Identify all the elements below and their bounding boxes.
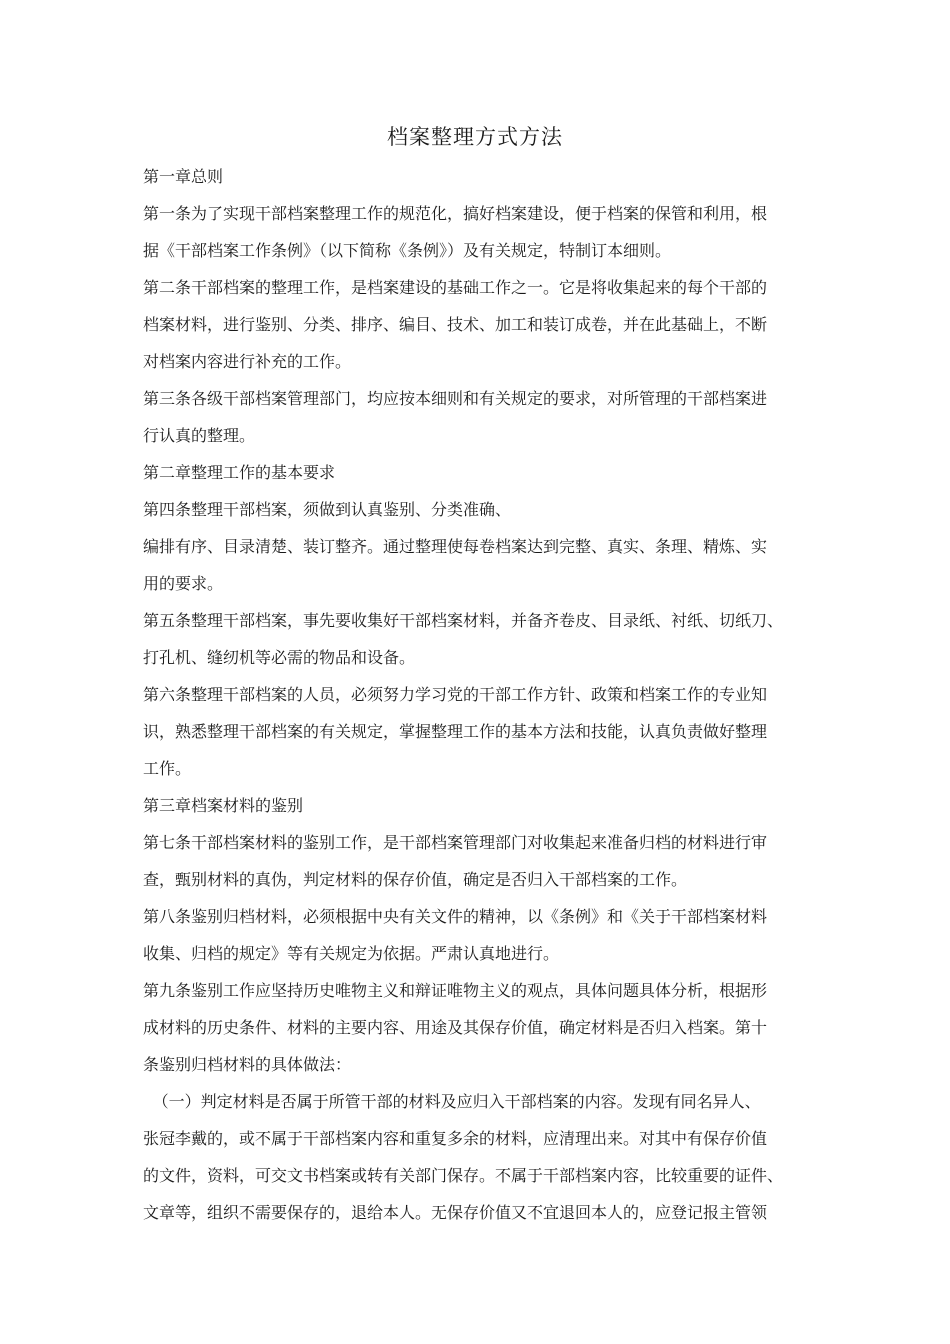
text-line: 工作。 [143,759,192,778]
text-line: 第五条整理干部档案，事先要收集好干部档案材料，并备齐卷皮、目录纸、衬纸、切纸刀、 [143,611,784,630]
text-line: 张冠李戴的，或不属于干部档案内容和重复多余的材料，应清理出来。对其中有保存价值 [143,1129,768,1148]
text-line: 据《干部档案工作条例》（以下简称《条例》）及有关规定，特制订本细则。 [143,241,672,260]
text-line: （一）判定材料是否属于所管干部的材料及应归入干部档案的内容。发现有同名异人、 [152,1092,761,1111]
text-line: 收集、归档的规定》等有关规定为依据。严肃认真地进行。 [143,944,560,963]
text-line: 第二条干部档案的整理工作，是档案建设的基础工作之一。它是将收集起来的每个干部的 [143,278,768,297]
chapter-heading: 第一章总则 [143,167,224,186]
text-line: 识，熟悉整理干部档案的有关规定，掌握整理工作的基本方法和技能，认真负责做好整理 [143,722,768,741]
text-line: 行认真的整理。 [143,426,256,445]
text-line: 档案材料，进行鉴别、分类、排序、编目、技术、加工和装订成卷，并在此基础上，不断 [143,315,768,334]
text-line: 第七条干部档案材料的鉴别工作，是干部档案管理部门对收集起来准备归档的材料进行审 [143,833,768,852]
chapter-heading: 第二章整理工作的基本要求 [143,463,336,482]
text-line: 打孔机、缝纫机等必需的物品和设备。 [143,648,416,667]
document-title: 档案整理方式方法 [387,125,563,149]
text-line: 第三条各级干部档案管理部门，均应按本细则和有关规定的要求，对所管理的干部档案进 [143,389,768,408]
text-line: 第九条鉴别工作应坚持历史唯物主义和辩证唯物主义的观点，具体问题具体分析，根据形 [143,981,768,1000]
chapter-heading: 第三章档案材料的鉴别 [143,796,304,815]
text-line: 查，甄别材料的真伪，判定材料的保存价值，确定是否归入干部档案的工作。 [143,870,688,889]
text-line: 成材料的历史条件、材料的主要内容、用途及其保存价值，确定材料是否归入档案。第十 [143,1018,768,1037]
text-line: 第六条整理干部档案的人员，必须努力学习党的干部工作方针、政策和档案工作的专业知 [143,685,768,704]
text-line: 第八条鉴别归档材料，必须根据中央有关文件的精神，以《条例》和《关于干部档案材料 [143,907,768,926]
text-line: 文章等，组织不需要保存的，退给本人。无保存价值又不宜退回本人的，应登记报主管领 [143,1203,768,1222]
text-line: 条鉴别归档材料的具体做法： [143,1055,352,1074]
document-body [143,158,823,1231]
text-line: 的文件，资料，可交文书档案或转有关部门保存。不属于干部档案内容，比较重要的证件、 [143,1166,784,1185]
text-line: 编排有序、目录清楚、装订整齐。通过整理使每卷档案达到完整、真实、条理、精炼、实 [143,537,768,556]
text-line: 对档案内容进行补充的工作。 [143,352,352,371]
text-line: 第一条为了实现干部档案整理工作的规范化，搞好档案建设，便于档案的保管和利用，根 [143,204,768,223]
text-line: 用的要求。 [143,574,224,593]
text-line: 第四条整理干部档案，须做到认真鉴别、分类准确、 [143,500,512,519]
